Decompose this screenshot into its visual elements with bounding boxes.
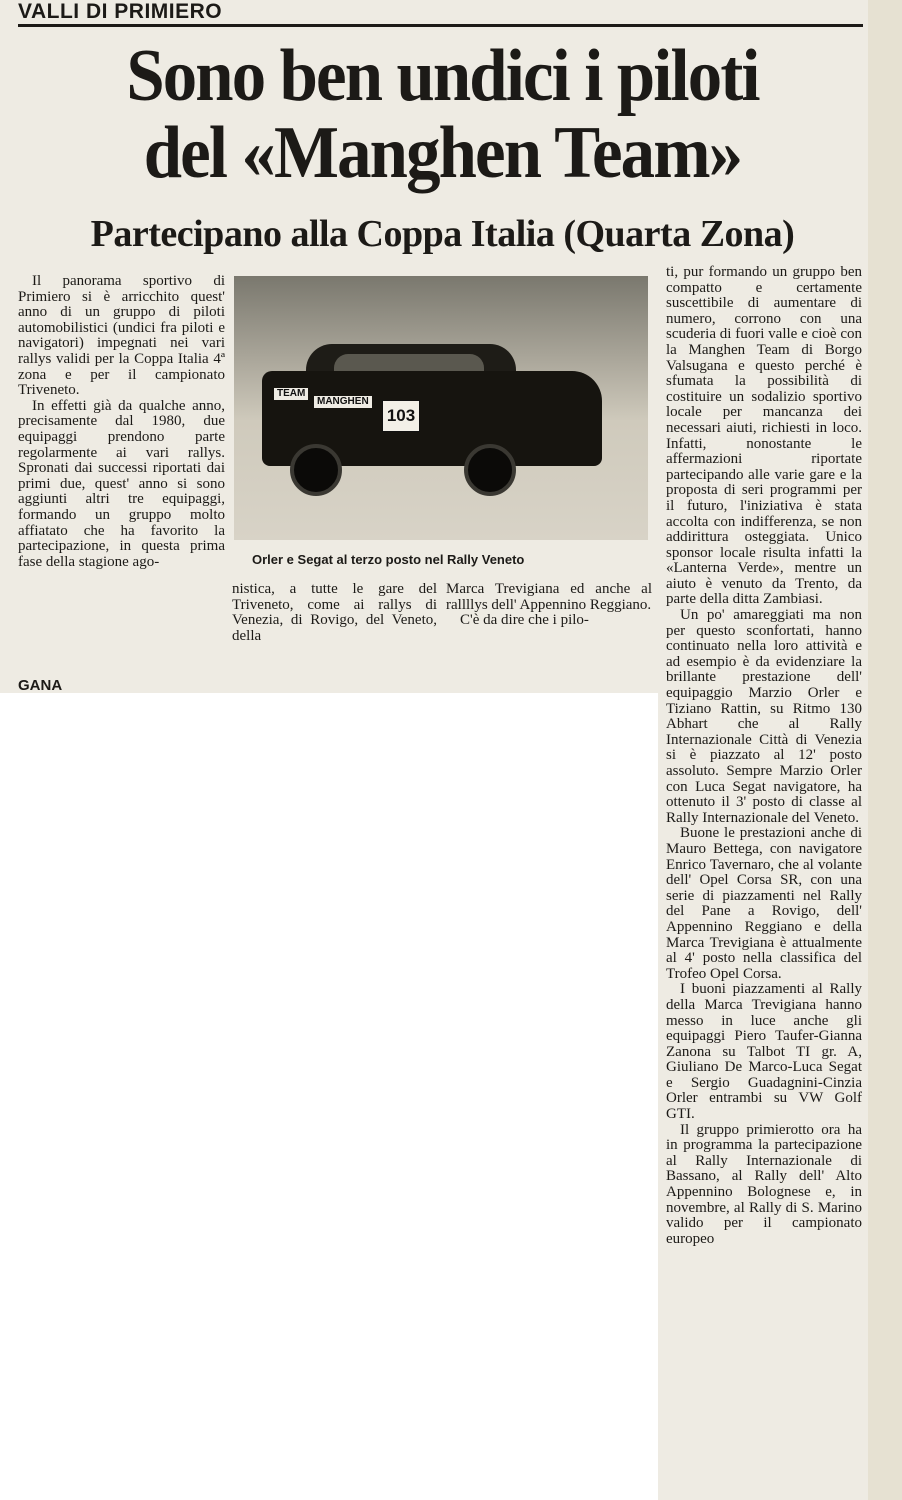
rear-wheel bbox=[290, 444, 342, 496]
paragraph: Marca Trevigiana ed anche al rallllys dell' Appennino Reggiano. bbox=[446, 581, 652, 613]
headline-line-2: del «Manghen Team» bbox=[143, 112, 742, 194]
paragraph: Un po' amareggiati ma non per questo sconfortati, hanno continuato nella loro attività e ad esempio è da evidenziare la brillante prestazione dell' equipaggio Marzio Orler e Tiziano Rattin, su Ritmo 130 Abhart che al Rally Internazionale Città di Venezia si è piazzato al 12' posto assoluto. Sempre Marzio Orler con Luca Segat navigatore, ha ottenuto il 3' posto di classe al Rally Internazionale del Veneto. bbox=[666, 607, 862, 826]
photo-caption: Orler e Segat al terzo posto nel Rally Veneto bbox=[252, 552, 525, 567]
article-column-1 bbox=[18, 274, 225, 570]
cut-off-heading: GANA bbox=[18, 677, 63, 694]
paragraph: Il gruppo primierotto ora ha in programma la partecipazione al Rally Internazionale di Bassano, al Rally dell' Alto Appennino Bolognese e, in novembre, al Rally di S. Marino valido per il campionato europeo bbox=[666, 1121, 862, 1247]
decal-manghen: MANGHEN bbox=[314, 396, 372, 408]
section-label: VALLI DI PRIMIERO bbox=[18, 0, 223, 23]
subheadline: Partecipano alla Coppa Italia (Quarta Zona) bbox=[90, 213, 795, 255]
paragraph: I buoni piazzamenti al Rally della Marca Trevigiana hanno messo in luce anche gli equipaggi Piero Taufer-Gianna Zanona su Talbot TI gr. A, Giuliano De Marco-Luca Segat e Sergio Guadagnini-Cinzia Orler entrambi su VW Golf GTI. bbox=[666, 981, 862, 1123]
article-column-3 bbox=[446, 582, 652, 629]
rally-car-photo bbox=[234, 276, 648, 540]
front-wheel bbox=[464, 444, 516, 496]
paragraph: Buone le prestazioni anche di Mauro Bettega, con navigatore Enrico Tavernaro, che al volante dell' Opel Corsa SR, con una serie di piazzamenti nel Rally del Pane a Rovigo, dell' Appennino Reggiano e della Marca Trevigiana è attualmente al 4' posto nella classifica del Trofeo Opel Corsa. bbox=[666, 825, 862, 982]
paragraph: C'è da dire che i pilo- bbox=[460, 612, 589, 629]
section-rule bbox=[18, 24, 863, 27]
paragraph: Il panorama sportivo di Primiero si è arricchito quest' anno di un gruppo di piloti automobilistici (undici fra piloti e navigatori) impegnati nei vari rallys validi per la Coppa Italia 4ª zona e per il campionato Triveneto. bbox=[18, 273, 225, 399]
article-column-4 bbox=[666, 265, 862, 1247]
race-number-plate: 103 bbox=[382, 400, 420, 432]
paragraph: ti, pur formando un gruppo ben compatto e certamente suscettibile di aumentare di numero, corrono con una scuderia di fuori valle e cioè con la Manghen Team di Borgo Valsugana e questo perché è sfumata la possibilità di costituire un sodalizio sportivo locale per mancanza dei necessari aiuti, richiesti in loco. Infatti, nonostante le affermazioni riportate partecipando alle varie gare e la proposta di seri programmi per il futuro, l'iniziativa è stata accolta con indifferenza, se non addirittura osteggiata. Unico sponsor locale risulta infatti la «Lanterna Verde», mentre un aiuto è venuto da Trento, da parte della ditta Zambiasi. bbox=[666, 264, 862, 608]
decal-team: TEAM bbox=[274, 388, 308, 400]
headline-line-1: Sono ben undici i piloti bbox=[126, 35, 759, 117]
adjacent-page-edge bbox=[868, 0, 902, 1500]
paragraph: nistica, a tutte le gare del Triveneto, come ai rallys di Venezia, di Rovigo, del Veneto, della bbox=[232, 581, 437, 644]
article-column-2 bbox=[232, 582, 437, 644]
headline bbox=[50, 35, 836, 194]
paragraph: In effetti già da qualche anno, precisamente dal 1980, due equipaggi prendono parte regolarmente ai vari rallys. Spronati dai successi riportati dai primi due, quest' anno si sono aggiunti altri tre equipaggi, formando un gruppo molto affiatato che ha favorito la partecipazione, in questa prima fase della stagione ago- bbox=[18, 397, 225, 570]
